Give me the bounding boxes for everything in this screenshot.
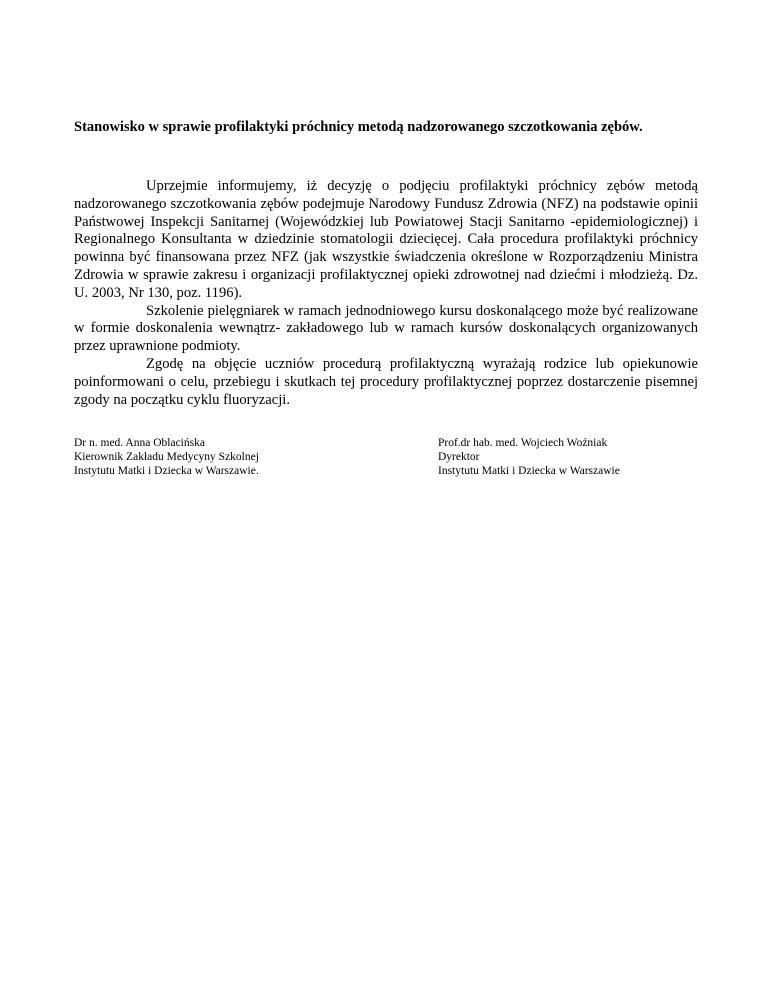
document-body — [74, 178, 698, 409]
signature-right-position: Dyrektor — [438, 451, 480, 464]
paragraph-decision: Uprzejmie informujemy, iż decyzję o podjęciu profilaktyki próchnicy zębów metodą nadzorowanego szczotkowania zębów podejmuje Narodowy Fundusz Zdrowia (NFZ) na podstawie opinii Państwowej Inspekcji Sanitarnej (Wojewódzkiej lub Powiatowej Stacji Sanitarno -epidemiologicznej) i Regionalnego Konsultanta w dziedzinie stomatologii dziecięcej. Cała procedura profilaktyki próchnicy powinna być finansowana przez NFZ (jak wszystkie świadczenia określone w Rozporządzeniu Ministra Zdrowia w sprawie zakresu i organizacji profilaktycznej opieki zdrowotnej nad dziećmi i młodzieżą. Dz. U. 2003, Nr 130, poz. 1196). — [74, 178, 698, 301]
signature-left-institution: Instytutu Matki i Dziecka w Warszawie. — [74, 465, 259, 478]
document-title: Stanowisko w sprawie profilaktyki próchnicy metodą nadzorowanego szczotkowania zębów. — [74, 119, 643, 135]
signature-right-institution: Instytutu Matki i Dziecka w Warszawie — [438, 465, 620, 478]
signature-left-name: Dr n. med. Anna Oblacińska — [74, 437, 205, 449]
signature-left-position: Kierownik Zakładu Medycyny Szkolnej — [74, 451, 259, 464]
paragraph-consent: Zgodę na objęcie uczniów procedurą profilaktyczną wyrażają rodzice lub opiekunowie poinformowani o celu, przebiegu i skutkach tej procedury profilaktycznej poprzez dostarczenie pisemnej zgody na początku cyklu fluoryzacji. — [74, 355, 698, 408]
signature-right-name: Prof.dr hab. med. Wojciech Woźniak — [438, 437, 608, 449]
paragraph-training: Szkolenie pielęgniarek w ramach jednodniowego kursu doskonalącego może być realizowane w formie doskonalenia wewnątrz- zakładowego lub w ramach kursów doskonalących organizowanych przez uprawnione podmioty. — [74, 302, 698, 355]
signature-left — [74, 436, 259, 479]
signature-right — [438, 436, 620, 479]
